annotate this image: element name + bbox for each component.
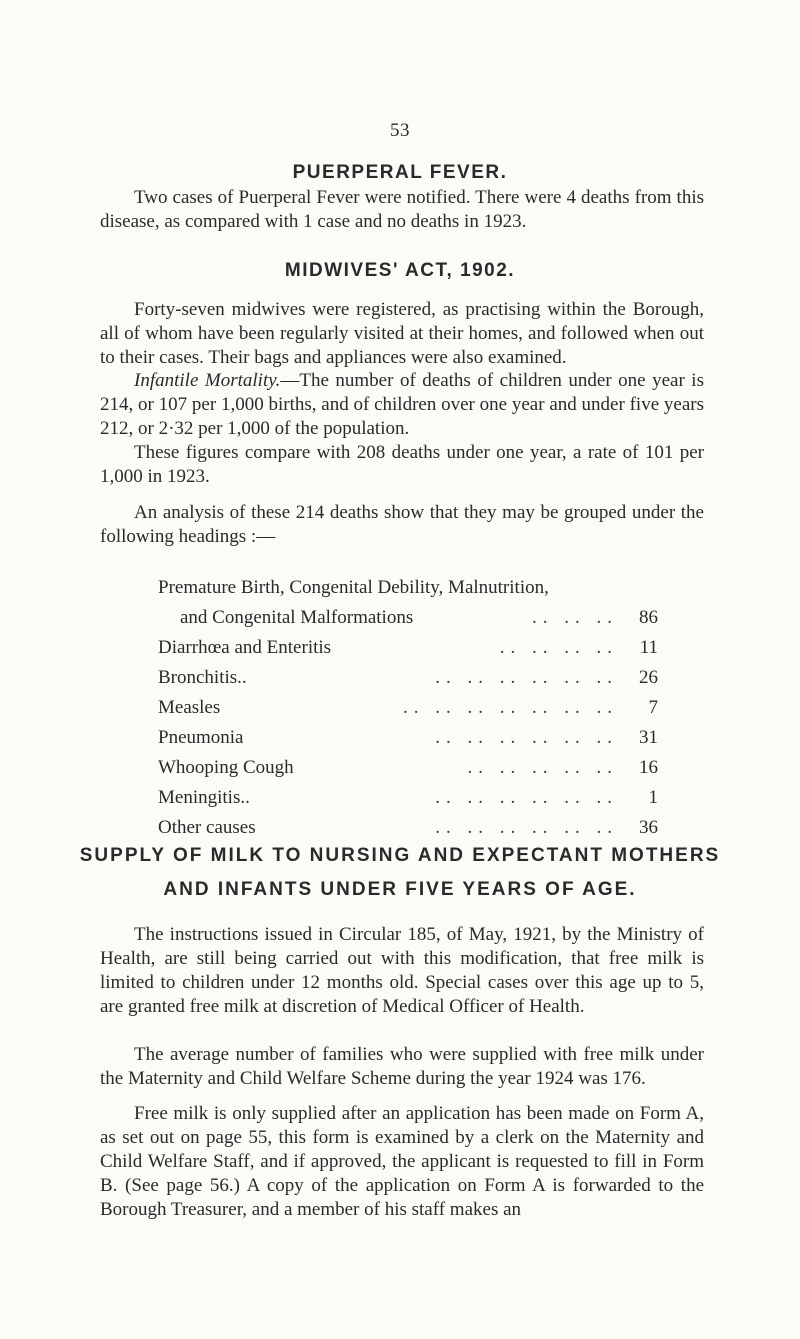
causes-of-death-table [158,573,658,843]
paragraph-milk-circular: The instructions issued in Circular 185, of May, 1921, by the Ministry of Health, are still being carried out with this modification, that free milk is limited to children under 12 months old. Special cases over this age up to 5, are granted free milk at discretion of Medical Officer of Health. [100,924,704,1017]
paragraph-comparison: These figures compare with 208 deaths under one year, a rate of 101 per 1,000 in 1923. [100,442,704,487]
paragraph-puerperal-fever: Two cases of Puerperal Fever were notified. There were 4 deaths from this disease, as compared with 1 case and no deaths in 1923. [100,187,704,232]
leader-dots: .. .. .. .. .. .. [435,667,618,688]
leader-dots: .. .. .. .. .. .. .. [403,697,618,718]
cause-row [158,603,658,633]
cause-row [158,573,658,603]
paragraph-milk-average: The average number of families who were supplied with free milk under the Maternity and Child Welfare Scheme during the year 1924 was 176. [100,1044,704,1089]
cause-count: 26 [639,667,658,688]
page-number: 53 [390,120,410,141]
cause-row [158,783,658,813]
cause-name: Premature Birth, Congenital Debility, Malnutrition, [158,577,549,598]
cause-row [158,633,658,663]
cause-row [158,813,658,843]
cause-count: 86 [639,607,658,628]
cause-count: 31 [639,727,658,748]
leader-dots: .. .. .. .. .. .. [435,727,618,748]
cause-row [158,663,658,693]
cause-count: 7 [648,697,658,718]
cause-name: Meningitis.. [158,787,250,808]
cause-name: Measles [158,697,221,718]
cause-name: Whooping Cough [158,757,294,778]
paragraph-milk-application: Free milk is only supplied after an application has been made on Form A, as set out on page 55, this form is examined by a clerk on the Maternity and Child Welfare Staff, and if approved, the applicant is requested to fill in Form B. (See page 56.) A copy of the application on Form A is forwarded to the Borough Treasurer, and a member of his staff makes an [100,1103,704,1220]
leader-dots: .. .. .. .. [499,637,618,658]
cause-name: Diarrhœa and Enteritis [158,637,332,658]
cause-count: 36 [639,817,658,838]
leader-dots: .. .. .. .. .. [467,757,618,778]
heading-milk-supply-line2: AND INFANTS UNDER FIVE YEARS OF AGE. [163,879,637,900]
cause-name: and Congenital Malformations [180,607,414,628]
infantile-mortality-label: Infantile Mortality. [134,370,281,391]
cause-count: 1 [648,787,658,808]
cause-name: Other causes [158,817,256,838]
cause-row [158,723,658,753]
heading-milk-supply-line1: SUPPLY OF MILK TO NURSING AND EXPECTANT MOTHERS [79,845,721,866]
cause-row [158,693,658,723]
leader-dots: .. .. .. .. .. .. [435,817,618,838]
cause-name: Pneumonia [158,727,244,748]
cause-name: Bronchitis.. [158,667,247,688]
paragraph-infantile-mortality [100,369,704,441]
cause-count: 16 [639,757,658,778]
paragraph-analysis: An analysis of these 214 deaths show that they may be grouped under the following headings :— [100,502,704,547]
heading-puerperal-fever: PUERPERAL FEVER. [292,162,508,183]
infantile-mortality-text: —The number of deaths of children under one year is 214, or 107 per 1,000 births, and of children over one year and under five years 212, or 2·32 per 1,000 of the population. [100,370,704,439]
cause-row [158,753,658,783]
leader-dots: .. .. .. .. .. .. [435,787,618,808]
leader-dots: .. .. .. [532,607,618,628]
paragraph-midwives: Forty-seven midwives were registered, as practising within the Borough, all of whom have been regularly visited at their homes, and followed when out to their cases. Their bags and appliances were also examined. [100,299,704,368]
heading-midwives-act: MIDWIVES' ACT, 1902. [284,260,516,281]
cause-count: 11 [639,637,658,658]
